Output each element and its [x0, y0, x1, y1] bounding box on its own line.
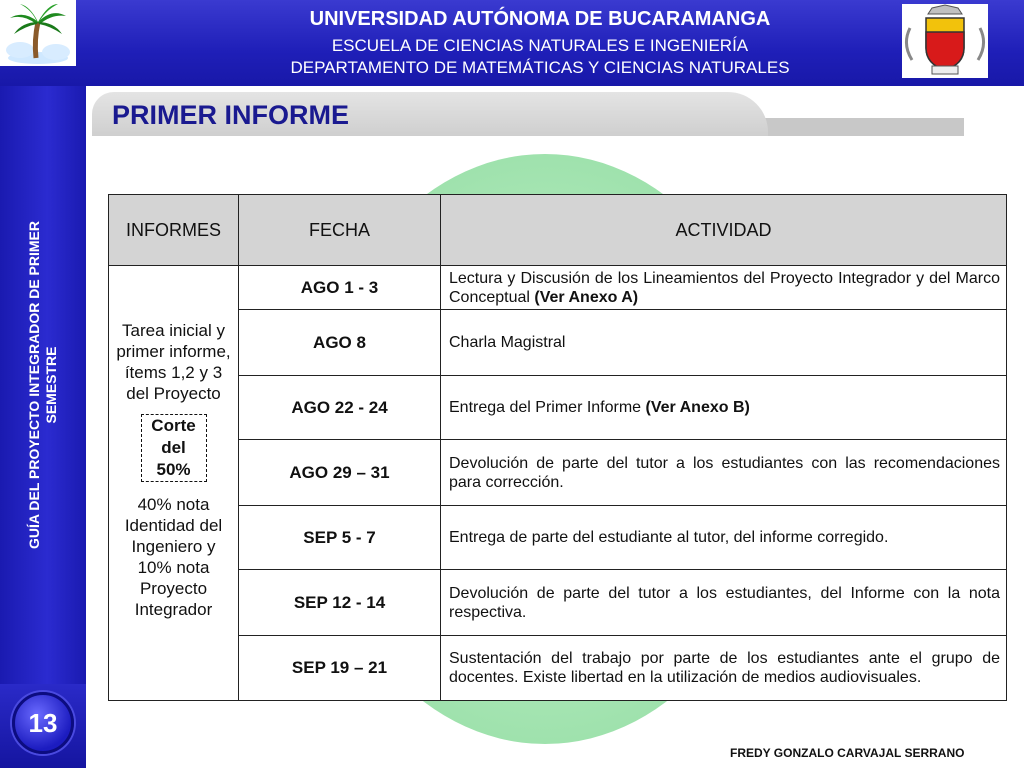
anexo-ref: (Ver Anexo B)	[645, 399, 750, 416]
fecha-cell: AGO 8	[239, 310, 441, 376]
sidebar-vertical-title	[0, 86, 86, 684]
university-name: UNIVERSIDAD AUTÓNOMA DE BUCARAMANGA	[309, 8, 771, 30]
header-fecha: FECHA	[239, 195, 441, 266]
table-row	[109, 376, 1007, 440]
corte-label: Corte del 50%	[141, 414, 207, 482]
fecha-cell: AGO 29 – 31	[239, 440, 441, 506]
fecha-cell: AGO 1 - 3	[239, 266, 441, 310]
table-row	[109, 266, 1007, 310]
page-number-badge: 13	[12, 692, 74, 754]
fecha-cell: SEP 5 - 7	[239, 506, 441, 570]
department-name: DEPARTAMENTO DE MATEMÁTICAS Y CIENCIAS NATURALES	[290, 58, 790, 77]
fecha-cell: SEP 12 - 14	[239, 570, 441, 636]
informes-nota: 40% nota Identidad del Ingeniero y 10% nota Proyecto Integrador	[124, 495, 223, 619]
actividad-text: Lectura y Discusión de los Lineamientos del Proyecto Integrador y del Marco Conceptual	[449, 269, 1000, 306]
actividad-text: Charla Magistral	[449, 334, 566, 351]
schedule-table	[108, 194, 1007, 701]
slide-title: PRIMER INFORME	[112, 100, 350, 130]
actividad-cell	[441, 376, 1007, 440]
actividad-cell	[441, 506, 1007, 570]
header-band	[0, 0, 1024, 86]
actividad-cell	[441, 266, 1007, 310]
actividad-text: Sustentación del trabajo por parte de los estudiantes ante el grupo de docentes. Existe libertad en la utilización de medios audiovisuales.	[449, 650, 1000, 686]
anexo-ref: (Ver Anexo A)	[534, 288, 639, 306]
crest-logo	[902, 4, 988, 78]
table-row	[109, 570, 1007, 636]
informes-intro: Tarea inicial y primer informe, ítems 1,2 y 3 del Proyecto	[116, 321, 231, 403]
fecha-cell: SEP 19 – 21	[239, 636, 441, 701]
actividad-cell	[441, 440, 1007, 506]
palm-tree-logo	[0, 0, 76, 66]
header-informes: INFORMES	[109, 195, 239, 266]
actividad-text: Devolución de parte del tutor a los estudiantes con las recomendaciones para corrección.	[449, 454, 1000, 491]
actividad-cell	[441, 636, 1007, 701]
actividad-text: Entrega del Primer Informe	[449, 399, 642, 416]
left-sidebar	[0, 86, 86, 684]
fecha-cell: AGO 22 - 24	[239, 376, 441, 440]
actividad-text: Devolución de parte del tutor a los estudiantes, del Informe con la nota respectiva.	[449, 584, 1000, 621]
author-footer: FREDY GONZALO CARVAJAL SERRANO	[730, 746, 965, 760]
table-row	[109, 506, 1007, 570]
sidebar-title-line-1: GUÍA DEL PROYECTO INTEGRADOR DE PRIMER	[26, 221, 42, 549]
informes-cell	[109, 266, 239, 701]
actividad-cell	[441, 310, 1007, 376]
sidebar-title-line-2: SEMESTRE	[43, 346, 59, 424]
table-row	[109, 636, 1007, 701]
header-actividad: ACTIVIDAD	[441, 195, 1007, 266]
actividad-cell	[441, 570, 1007, 636]
table-header-row	[109, 195, 1007, 266]
actividad-text: Entrega de parte del estudiante al tutor, del informe corregido.	[449, 529, 889, 546]
table-row	[109, 440, 1007, 506]
table-row	[109, 310, 1007, 376]
school-name: ESCUELA DE CIENCIAS NATURALES E INGENIERÍA	[331, 36, 749, 55]
